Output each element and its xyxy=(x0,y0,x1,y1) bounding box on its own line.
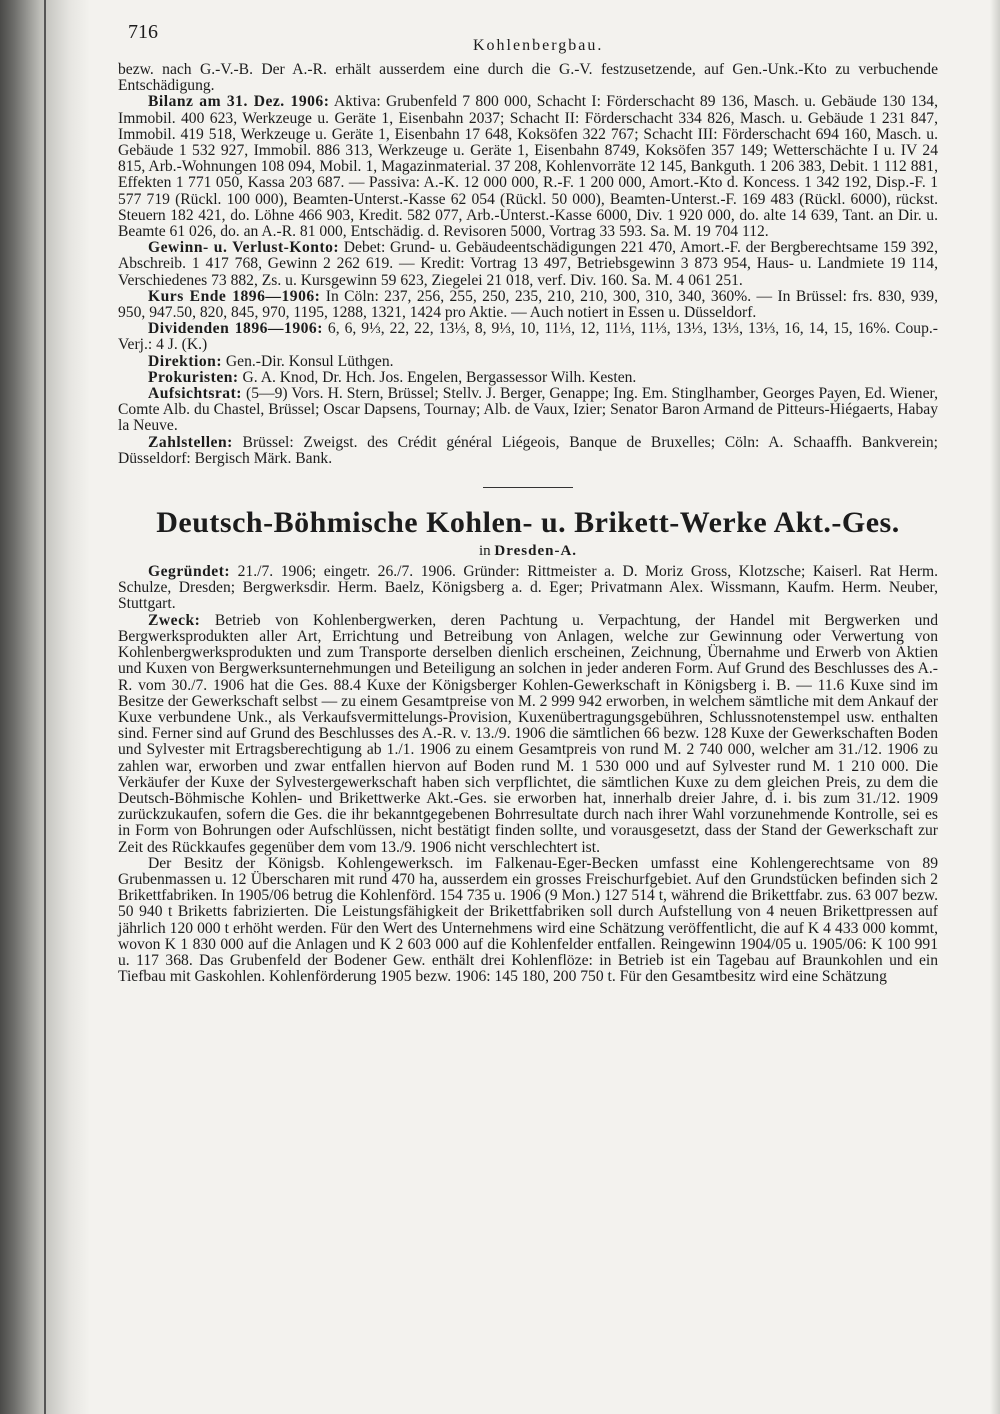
zahlstellen-text: Brüssel: Zweigst. des Crédit général Liégeois, Banque de Bruxelles; Cöln: A. Schaaffh. Bankverein; Düsseldorf: Bergisch Märk. Bank. xyxy=(118,433,939,467)
direktion-paragraph xyxy=(118,354,938,370)
zweck-label: Zweck: xyxy=(148,611,201,629)
direktion-text: Gen.-Dir. Konsul Lüthgen. xyxy=(225,352,394,370)
zahlstellen-label: Zahlstellen: xyxy=(148,433,233,451)
direktion-label: Direktion: xyxy=(148,352,223,370)
page-number: 716 xyxy=(128,21,158,43)
zweck-paragraph xyxy=(118,613,938,856)
gegruendet-text: 21./7. 1906; eingetr. 26./7. 1906. Gründer: Rittmeister a. D. Moriz Gross, Klotzsche; Kaiserl. Rat Herm. Schulze, Dresden; Bergwerksdir. Herm. Baelz, Königsberg a. d. Eger; Privatmann Alex. Wissmann, Kaufm. Herm. Neuber, Stuttgart. xyxy=(118,563,938,613)
aufsichtsrat-text: (5—9) Vors. H. Stern, Brüssel; Stellv. J. Berger, Genappe; Ing. Em. Stinglhamber, Georges Payen, Ed. Wiener, Comte Alb. du Chastel, Brüssel; Oscar Dapsens, Tournay; Alb. de Vaux, Izier; Senator Baron Armand de Pitteurs-Hiégaerts, Habay la Neuve. xyxy=(118,385,938,435)
dividenden-paragraph xyxy=(118,321,938,353)
running-head xyxy=(118,18,938,62)
company-location xyxy=(118,542,938,560)
company-title: Deutsch-Böhmische Kohlen- u. Brikett-Werke Akt.-Ges. xyxy=(156,506,900,540)
aufsichtsrat-paragraph xyxy=(118,386,938,435)
location-prefix: in xyxy=(478,543,491,560)
page-content xyxy=(118,18,938,985)
bilanz-label: Bilanz am 31. Dez. 1906: xyxy=(148,93,330,111)
zahlstellen-paragraph xyxy=(118,435,938,467)
kurs-label: Kurs Ende 1896—1906: xyxy=(148,287,321,305)
page-edge-shadow xyxy=(990,0,1000,1414)
aufsichtsrat-label: Aufsichtsrat: xyxy=(148,385,242,403)
binding-fold-line xyxy=(44,0,46,1414)
prokuristen-paragraph xyxy=(118,370,938,386)
prokuristen-text: G. A. Knod, Dr. Hch. Jos. Engelen, Bergassessor Wilh. Kesten. xyxy=(242,368,637,386)
running-title: Kohlenbergbau. xyxy=(473,37,604,54)
bilanz-text: Aktiva: Grubenfeld 7 800 000, Schacht I: Förderschacht 89 136, Masch. u. Gebäude 130 134, Immobil. 400 623, Werkzeuge u. Geräte 1, Eisenbahn 2037; Schacht II: Förderschacht 334 826, Masch. u. Gebäude 1 231 847, Immobil. 419 518, Werkzeuge u. Geräte 1, Eisenbahn 17 648, Koksöfen 322 767; Schacht III: Förderschacht 694 160, Masch. u. Gebäude 1 532 927, Immobil. 886 313, Werkzeuge u. Geräte 1, Eisenbahn 8749, Koksöfen 357 149; Wetterschächte I u. IV 24 815, Arb.-Wohnungen 108 094, Mobil. 1, Magazinmaterial. 37 208, Kohlenvorräte 12 145, Bankguth. 1 206 383, Debit. 1 112 881, Effekten 1 771 050, Kassa 203 687. — Passiva: A.-K. 12 000 000, R.-F. 1 200 000, Amort.-Kto d. Koncess. 1 342 192, Disp.-F. 1 577 719 (Rückl. 100 000), Beamten-Unterst.-Kasse 62 054 (Rückl. 50 000), Beamten-Unterst.-F. 169 483 (Rückl. 6000), rückst. Steuern 182 421, do. Löhne 466 903, Kredit. 582 077, Arb.-Unterst.-Kasse 6000, Div. 1 920 000, do. alte 14 639, Tant. an Dir. u. Beamte 61 026, do. an A.-R. 81 000, Entschädig. d. Revisoren 5000, Vortrag 33 593. Sa. M. 19 704 112. xyxy=(118,93,938,241)
intro-paragraph: bezw. nach G.-V.-B. Der A.-R. erhält ausserdem eine durch die G.-V. festzusetzende, auf Gen.-Unk.-Kto zu verbuchende Entschädigung. xyxy=(118,61,938,95)
gewinn-label: Gewinn- u. Verlust-Konto: xyxy=(148,239,340,257)
prokuristen-label: Prokuristen: xyxy=(148,368,239,386)
gewinn-paragraph xyxy=(118,240,938,289)
gegruendet-paragraph xyxy=(118,564,938,613)
section-separator xyxy=(483,487,573,488)
dividenden-label: Dividenden 1896—1906: xyxy=(148,320,323,338)
gegruendet-label: Gegründet: xyxy=(148,563,231,581)
kurs-text: In Cöln: 237, 256, 255, 250, 235, 210, 210, 300, 310, 340, 360%. — In Brüssel: frs. 830, 939, 950, 947.50, 820, 845, 970, 1195, 1288, 1321, 1424 pro Aktie. — Auch notiert in Essen u. Düsseldorf. xyxy=(118,287,938,322)
besitz-paragraph: Der Besitz der Königsb. Kohlengewerksch. im Falkenau-Eger-Becken umfasst eine Kohlengerechtsame von 89 Grubenmassen u. 12 Überscharen mit rund 470 ha, ausserdem ein grosses Freischurfgebiet. Auf den Grundstücken befinden sich 2 Brikettfabriken. In 1905/06 betrug die Kohlenförd. 154 735 u. 1906 (9 Mon.) 127 514 t, während die Brikettfabr. zus. 63 007 bezw. 50 940 t Briketts fabrizierten. Die Leistungsfähigkeit der Brikettfabriken soll durch Aufstellung von 4 neuen Brikettpressen auf jährlich 120 000 t erhöht werden. Für den Wert des Unternehmens wird eine Schätzung veröffentlicht, die auf K 4 433 000 kommt, wovon K 1 830 000 auf die Anlagen und K 2 603 000 auf die Kohlenfelder entfallen. Reingewinn 1904/05 u. 1905/06: K 100 991 u. 117 368. Das Grubenfeld der Bodener Gew. enthält drei Kohlenflöze: in Betrieb ist ein Tagebau auf Braunkohlen und ein Tiefbau mit Gaskohlen. Kohlenförderung 1905 bezw. 1906: 145 180, 200 750 t. Für den Gesamtbesitz wird eine Schätzung xyxy=(118,854,938,986)
zweck-text: Betrieb von Kohlenbergwerken, deren Pachtung u. Verpachtung, der Handel mit Bergwerken und Bergwerksprodukten aller Art, Errichtung und Betreibung von Anlagen, welche zur Gewinnung oder Verwertung von Kohlenbergwerksprodukten und zum Transporte derselben dienlich erscheinen, Zeichnung, Übernahme und Erwerb von Aktien und Kuxen von Bergwerksunternehmungen und Beteiligung an solchen in jeder anderen Form. Auf Grund des Beschlusses des A.-R. vom 30./7. 1906 hat die Ges. 88.4 Kuxe der Königsberger Kohlen-Gewerkschaft in Königsberg i. B. — 11.6 Kuxe sind im Besitze der Gewerkschaft selbst — zu einem Gesamtpreise von M. 2 999 942 erworben, in welchem sämtliche mit dem Ankauf der Kuxe verbundene Unk., als Verkaufsvermittelungs-Provision, Kuxenübertragungsgebühren, Schlussnotenstempel usw. enthalten sind. Ferner sind auf Grund des Beschlusses des A.-R. v. 13./9. 1906 die sämtlichen 66 bezw. 128 Kuxe der Gewerkschaften Boden und Sylvester mit Ertragsberechtigung ab 1./1. 1906 zu einem Gesamtpreis von rund M. 2 740 000, welcher am 31./12. 1906 zu zahlen war, erworben und zwar entfallen hiervon auf Boden rund M. 1 530 000 und auf Sylvester rund M. 1 210 000. Die Verkäufer der Kuxe der Sylvestergewerkschaft haben sich verpflichtet, die sämtlichen Kuxe zu dem gleichen Preis, zu dem die Deutsch-Böhmische Kohlen- und Brikettwerke Akt.-Ges. sie erworben hat, innerhalb dreier Jahre, d. i. bis zum 31./12. 1909 zurückzukaufen, sofern die Ges. die ihr bekanntgegebenen Bohrresultate durch nach ihrer Wahl vorzunehmende Kontrolle, sei es in Form von Bohrungen oder Aufschlüssen, nicht bestätigt finden sollte, und vorausgesetzt, dass der Stand der Gewerkschaft zur Zeit des Rückkaufes gegenüber dem vom 13./9. 1906 nicht verschlechtert ist. xyxy=(118,611,938,856)
bilanz-paragraph xyxy=(118,94,938,240)
kurs-paragraph xyxy=(118,289,938,321)
gewinn-text: Debet: Grund- u. Gebäudeentschädigungen 221 470, Amort.-F. der Bergberechtsame 159 392, Abschreib. 1 417 768, Gewinn 2 262 619. — Kredit: Vortrag 13 497, Betriebsgewinn 3 873 954, Haus- u. Landmiete 19 114, Verschiedenes 73 882, Zs. u. Kursgewinn 59 623, Ziegelei 21 018, verf. Div. 160. Sa. M. 4 061 251. xyxy=(118,239,938,289)
dividenden-text: 6, 6, 9⅓, 22, 22, 13⅓, 8, 9⅓, 10, 11⅓, 12, 11⅓, 11⅓, 13⅓, 13⅓, 13⅓, 16, 14, 15, 16%. Coup.-Verj.: 4 J. (K.) xyxy=(118,320,938,354)
location-city: Dresden-A. xyxy=(494,543,578,560)
